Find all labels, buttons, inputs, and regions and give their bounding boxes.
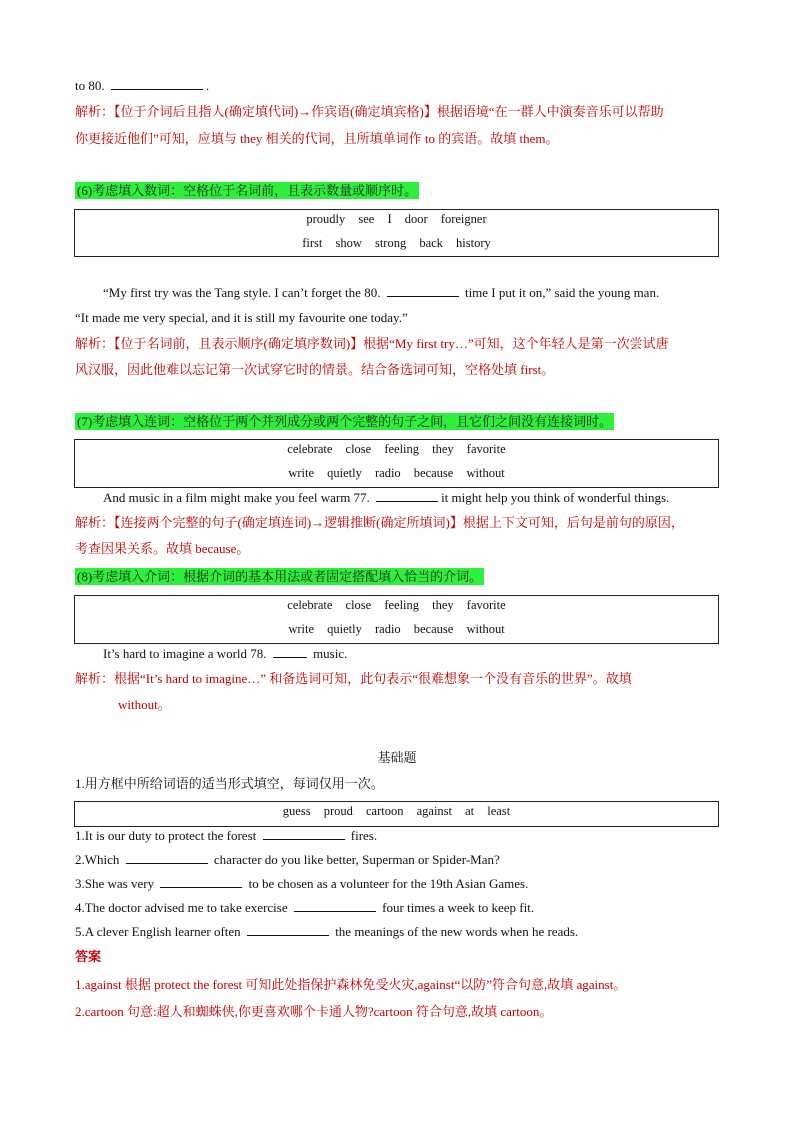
question-text: character do you like better, Superman or Spider-Man? <box>210 852 500 867</box>
explanation-line: 风汉服，因此他难以忘记第一次试穿它时的情景。结合备选词可知，空格处填 first。 <box>75 362 555 377</box>
word-box-row: proudly see I door foreigner <box>306 212 487 226</box>
answer-blank[interactable] <box>160 875 242 888</box>
answer-blank[interactable] <box>126 851 208 864</box>
highlighted-heading: (6)考虑填入数词：空格位于名词前，且表示数量或顺序时。 <box>77 183 418 198</box>
answer-blank <box>387 284 459 297</box>
question-2 <box>75 851 500 869</box>
question-text: to be chosen as a volunteer for the 19th Asian Games. <box>245 876 529 891</box>
fragment-text: to 80. <box>75 78 108 93</box>
passage-text: music. <box>309 646 348 661</box>
word-box-6 <box>74 209 719 257</box>
explanation-line: without。 <box>118 697 171 712</box>
word-box-row: celebrate close feeling they favorite <box>287 442 506 456</box>
answer-blank[interactable] <box>263 827 345 840</box>
top-fragment <box>75 77 209 95</box>
question-text: 5.A clever English learner often <box>75 924 244 939</box>
explanation-line: 考查因果关系。故填 because。 <box>75 541 250 556</box>
explanation-line: 解析：根据“It’s hard to imagine…” 和备选词可知，此句表示“很难想象一个没有音乐的世界”。故填 <box>75 671 632 686</box>
answer-blank[interactable] <box>247 923 329 936</box>
passage-line <box>103 284 659 302</box>
word-box-7 <box>74 439 719 488</box>
answer-line-2: 2.cartoon 句意:超人和蜘蛛侠,你更喜欢哪个卡通人物?cartoon 符合句意,故填 cartoon。 <box>75 1004 553 1019</box>
passage-line <box>103 645 347 663</box>
question-text: 1.It is our duty to protect the forest <box>75 828 260 843</box>
question-1 <box>75 827 377 845</box>
passage-text: time I put it on,” said the young man. <box>461 285 660 300</box>
answer-line-1: 1.against 根据 protect the forest 可知此处指保护森林免受火灾,against“以防”符合句意,故填 against。 <box>75 977 627 992</box>
answer-blank <box>111 77 203 90</box>
exercise-instruction: 1.用方框中所给词语的适当形式填空，每词仅用一次。 <box>75 776 384 791</box>
answer-blank <box>273 645 307 658</box>
question-text: 4.The doctor advised me to take exercise <box>75 900 291 915</box>
explanation-line: 解析：【连接两个完整的句子(确定填连词)→逻辑推断(确定所填词)】根据上下文可知，后句是前句的原因， <box>75 515 684 530</box>
section-heading-7 <box>75 413 614 431</box>
question-text: fires. <box>347 828 378 843</box>
highlighted-heading: (8)考虑填入介词：根据介词的基本用法或者固定搭配填入恰当的介词。 <box>77 569 483 584</box>
explanation-line: 你更接近他们”可知，应填与 they 相关的代词，且所填单词作 to 的宾语。故填 them。 <box>75 131 559 146</box>
passage-text: it might help you think of wonderful things. <box>441 490 670 505</box>
word-box-basic <box>74 801 719 827</box>
word-box-row: write quietly radio because without <box>288 622 505 636</box>
explanation-line <box>75 103 664 121</box>
question-text: 2.Which <box>75 852 123 867</box>
section-heading-6 <box>75 182 419 200</box>
passage-text: “My first try was the Tang style. I can’t forget the 80. <box>103 285 384 300</box>
question-5 <box>75 923 578 941</box>
answer-heading: 答案 <box>75 949 102 964</box>
question-text: 3.She was very <box>75 876 158 891</box>
passage-text: It’s hard to imagine a world 78. <box>103 646 270 661</box>
question-text: four times a week to keep fit. <box>378 900 535 915</box>
word-box-8 <box>74 595 719 644</box>
passage-line <box>103 489 669 507</box>
highlighted-heading: (7)考虑填入连词：空格位于两个并列成分或两个完整的句子之间，且它们之间没有连接词时。 <box>77 414 613 429</box>
answer-blank <box>376 489 438 502</box>
word-box-row: first show strong back history <box>302 236 491 250</box>
question-4 <box>75 899 534 917</box>
basic-section-title: 基础题 <box>377 750 417 765</box>
explanation-label: 解析： <box>75 104 115 119</box>
question-3 <box>75 875 528 893</box>
word-box-row: celebrate close feeling they favorite <box>287 598 506 612</box>
explanation-line: 解析：【位于名词前，且表示顺序(确定填序数词)】根据“My first try…”可知，这个年轻人是第一次尝试唐 <box>75 336 669 351</box>
word-box-row: write quietly radio because without <box>288 466 505 480</box>
question-text: the meanings of the new words when he reads. <box>331 924 579 939</box>
section-heading-8 <box>75 568 484 586</box>
fragment-tail: . <box>205 78 210 93</box>
answer-blank[interactable] <box>294 899 376 912</box>
passage-line: “It made me very special, and it is still my favourite one today.” <box>75 310 408 325</box>
word-box-row: guess proud cartoon against at least <box>282 804 511 818</box>
passage-text: And music in a film might make you feel warm 77. <box>103 490 374 505</box>
explanation-text: 【位于介词后且指人(确定填代词)→作宾语(确定填宾格)】根据语境“在一群人中演奏音乐可以帮助 <box>114 104 664 119</box>
